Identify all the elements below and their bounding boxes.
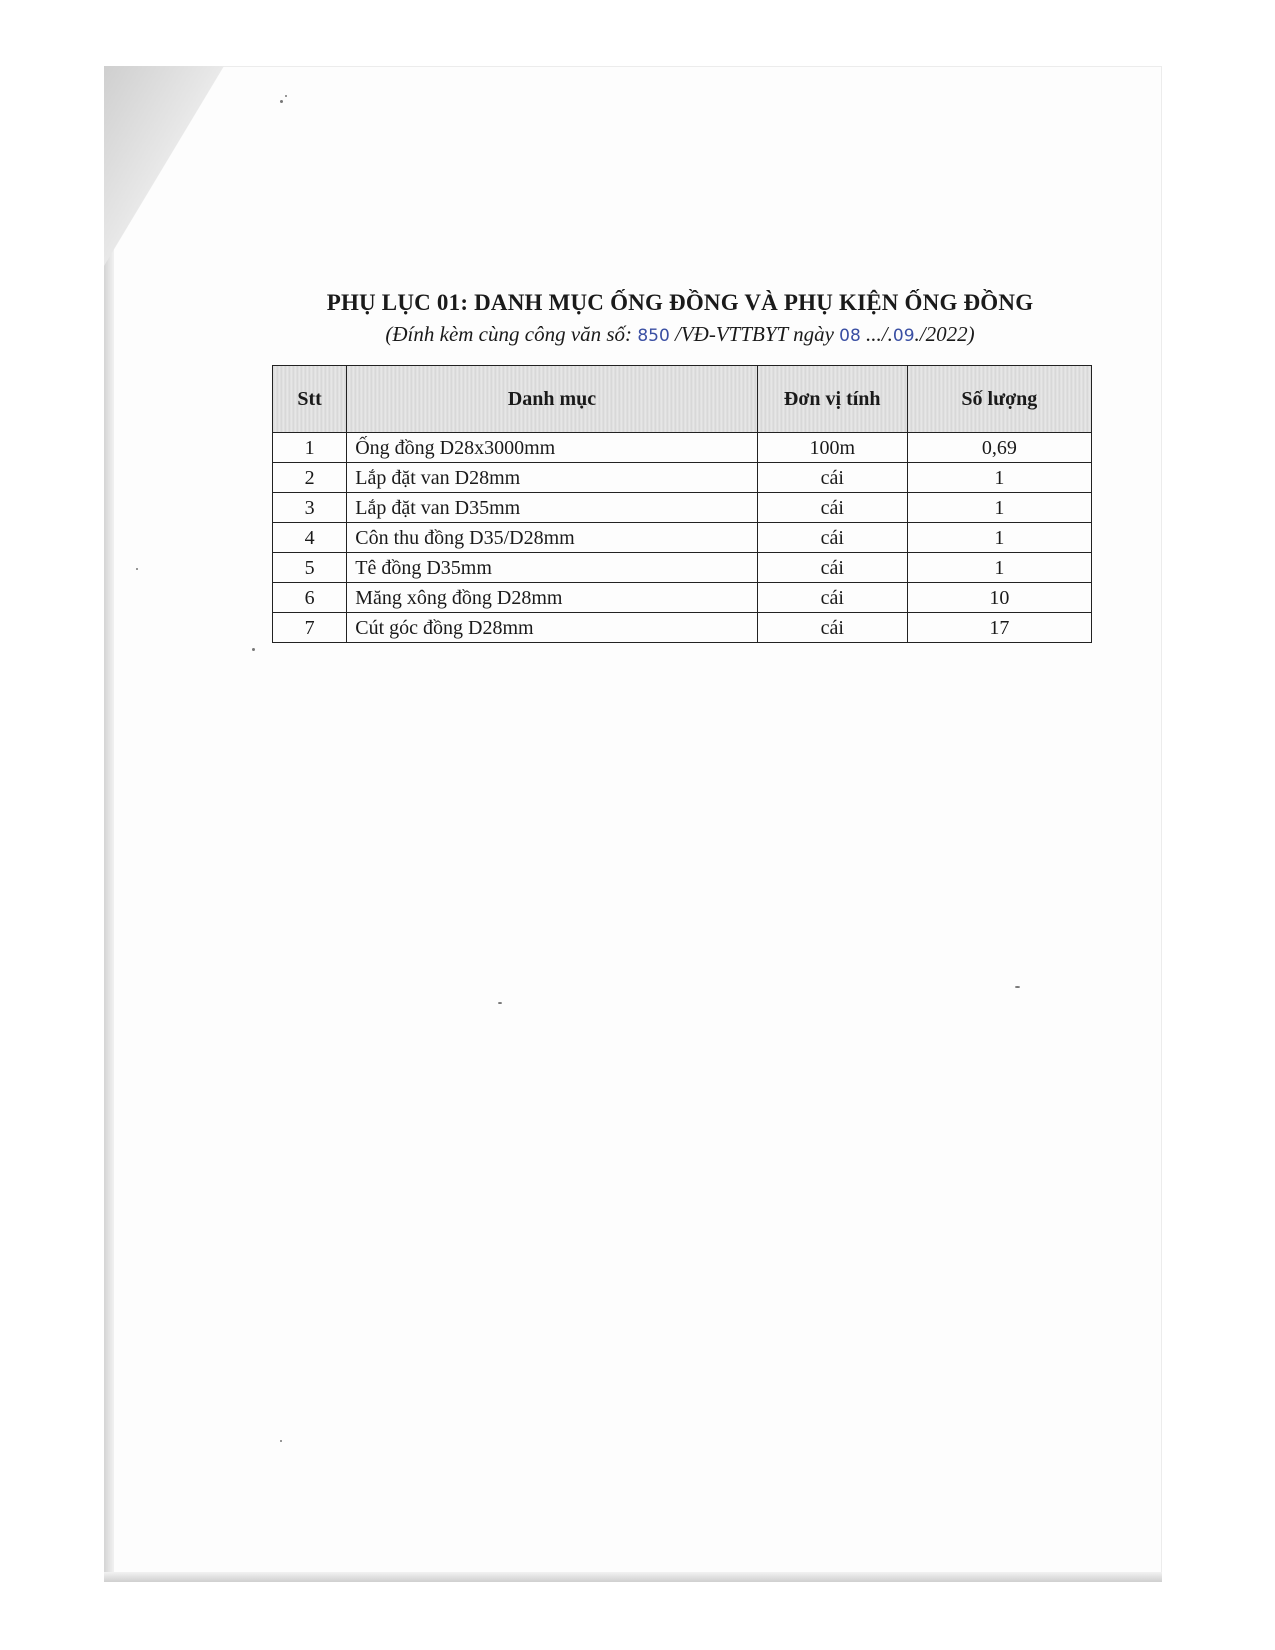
cell-name: Ống đồng D28x3000mm <box>347 433 758 463</box>
cell-name: Lắp đặt van D28mm <box>347 463 758 493</box>
cell-unit: cái <box>757 583 907 613</box>
table-row <box>273 433 1092 463</box>
table-row <box>273 523 1092 553</box>
cell-quantity: 10 <box>907 583 1091 613</box>
scan-speck <box>498 1002 502 1004</box>
header-name: Danh mục <box>347 366 758 433</box>
cell-stt: 4 <box>273 523 347 553</box>
cell-unit: cái <box>757 493 907 523</box>
handwritten-day: 08 <box>839 326 861 346</box>
scan-speck <box>285 95 287 97</box>
scan-speck <box>136 568 138 570</box>
items-table <box>272 365 1092 643</box>
table-row <box>273 613 1092 643</box>
subtitle-middle: /VĐ-VTTBYT ngày <box>669 322 840 346</box>
header-quantity: Số lượng <box>907 366 1091 433</box>
cell-name: Tê đồng D35mm <box>347 553 758 583</box>
table-header-row <box>273 366 1092 433</box>
subtitle-suffix: ./2022) <box>914 322 975 346</box>
handwritten-document-number: 850 <box>637 326 670 346</box>
table-row <box>273 493 1092 523</box>
header-stt: Stt <box>273 366 347 433</box>
cell-unit: 100m <box>757 433 907 463</box>
scan-speck <box>252 648 255 651</box>
cell-quantity: 1 <box>907 463 1091 493</box>
table-row <box>273 583 1092 613</box>
paper-bottom-edge-shadow <box>104 1572 1162 1582</box>
cell-quantity: 1 <box>907 493 1091 523</box>
scan-speck <box>280 100 283 103</box>
cell-name: Côn thu đồng D35/D28mm <box>347 523 758 553</box>
cell-quantity: 17 <box>907 613 1091 643</box>
cell-stt: 5 <box>273 553 347 583</box>
paper-left-edge-shadow <box>104 66 114 1582</box>
cell-stt: 2 <box>273 463 347 493</box>
cell-unit: cái <box>757 553 907 583</box>
cell-name: Cút góc đồng D28mm <box>347 613 758 643</box>
table-row <box>273 463 1092 493</box>
cell-stt: 1 <box>273 433 347 463</box>
document-subtitle <box>260 322 1100 347</box>
cell-stt: 6 <box>273 583 347 613</box>
subtitle-separator: .../. <box>860 322 893 346</box>
cell-name: Măng xông đồng D28mm <box>347 583 758 613</box>
handwritten-month: 09 <box>892 326 915 346</box>
cell-stt: 7 <box>273 613 347 643</box>
cell-quantity: 0,69 <box>907 433 1091 463</box>
cell-quantity: 1 <box>907 553 1091 583</box>
document-title: PHỤ LỤC 01: DANH MỤC ỐNG ĐỒNG VÀ PHỤ KIỆN ỐNG ĐỒNG <box>326 290 1034 315</box>
scan-speck <box>280 1440 282 1442</box>
cell-name: Lắp đặt van D35mm <box>347 493 758 523</box>
subtitle-prefix: (Đính kèm cùng công văn số: <box>385 322 638 346</box>
cell-unit: cái <box>757 463 907 493</box>
header-unit: Đơn vị tính <box>757 366 907 433</box>
table-row <box>273 553 1092 583</box>
cell-quantity: 1 <box>907 523 1091 553</box>
cell-stt: 3 <box>273 493 347 523</box>
scan-speck <box>1015 986 1020 988</box>
cell-unit: cái <box>757 613 907 643</box>
cell-unit: cái <box>757 523 907 553</box>
